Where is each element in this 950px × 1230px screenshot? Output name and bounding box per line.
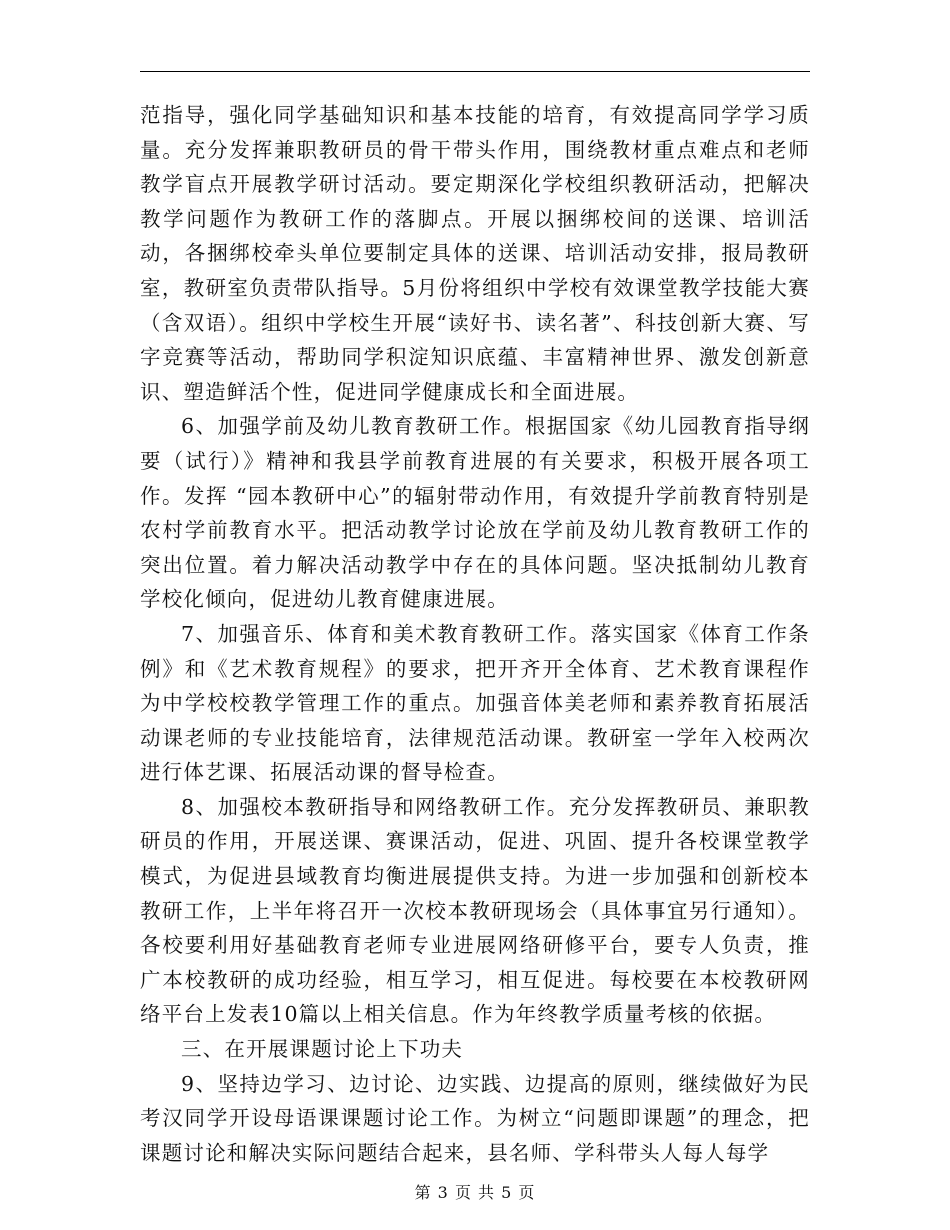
paragraph-item-6: 6、加强学前及幼儿教育教研工作。根据国家《幼儿园教育指导纲要（试行）》精神和我县学前教育进展的有关要求，积极开展各项工作。发挥 “园本教研中心”的辐射带动作用，有效提升学前教育特别是农村学前教育水平。把活动教学讨论放在学前及幼儿教育教研工作的突出位置。着力解决活动教学中存在的具体问题。坚决抵制幼儿教育学校化倾向，促进幼儿教育健康进展。 xyxy=(140,414,810,612)
paragraph-item-8: 8、加强校本教研指导和网络教研工作。充分发挥教研员、兼职教研员的作用，开展送课、赛课活动，促进、巩固、提升各校课堂教学模式，为促进县域教育均衡进展提供支持。为进一步加强和创新校本教研工作，上半年将召开一次校本教研现场会（具体事宜另行通知）。各校要利用好基础教育老师专业进展网络研修平台，要专人负责，推广本校教研的成功经验，相互学习，相互促进。每校要在本校教研网络平台上发表10篇以上相关信息。作为年终教学质量考核的依据。 xyxy=(140,794,810,1027)
footer-middle: 页 共 xyxy=(454,1183,496,1202)
footer-prefix: 第 xyxy=(414,1183,432,1202)
document-body xyxy=(140,98,810,1170)
footer-current-page: 3 xyxy=(437,1183,449,1202)
footer-suffix: 页 xyxy=(518,1183,536,1202)
section-heading: 三、在开展课题讨论上下功夫 xyxy=(181,1037,464,1062)
footer-total-pages: 5 xyxy=(501,1183,513,1202)
header-rule xyxy=(140,71,810,72)
paragraph-item-9: 9、坚持边学习、边讨论、边实践、边提高的原则，继续做好为民考汉同学开设母语课课题讨论工作。为树立“问题即课题”的理念，把课题讨论和解决实际问题结合起来，县名师、学科带头人每人每学 xyxy=(140,1071,810,1165)
page-footer xyxy=(0,1180,950,1203)
paragraph-item-7: 7、加强音乐、体育和美术教育教研工作。落实国家《体育工作条例》和《艺术教育规程》的要求，把开齐开全体育、艺术教育课程作为中学校校教学管理工作的重点。加强音体美老师和素养教育拓展活动课老师的专业技能培育，法律规范活动课。教研室一学年入校两次进行体艺课、拓展活动课的督导检查。 xyxy=(140,621,810,785)
paragraph-continuation: 范指导，强化同学基础知识和基本技能的培育，有效提高同学学习质量。充分发挥兼职教研员的骨干带头作用，围绕教材重点难点和老师教学盲点开展教学研讨活动。要定期深化学校组织教研活动，把解决教学问题作为教研工作的落脚点。开展以捆绑校间的送课、培训活动，各捆绑校牵头单位要制定具体的送课、培训活动安排，报局教研室，教研室负责带队指导。5月份将组织中学校有效课堂教学技能大赛（含双语）。组织中学校生开展“读好书、读名著”、科技创新大赛、写字竞赛等活动，帮助同学积淀知识底蕴、丰富精神世界、激发创新意识、塑造鲜活个性，促进同学健康成长和全面进展。 xyxy=(140,103,810,404)
